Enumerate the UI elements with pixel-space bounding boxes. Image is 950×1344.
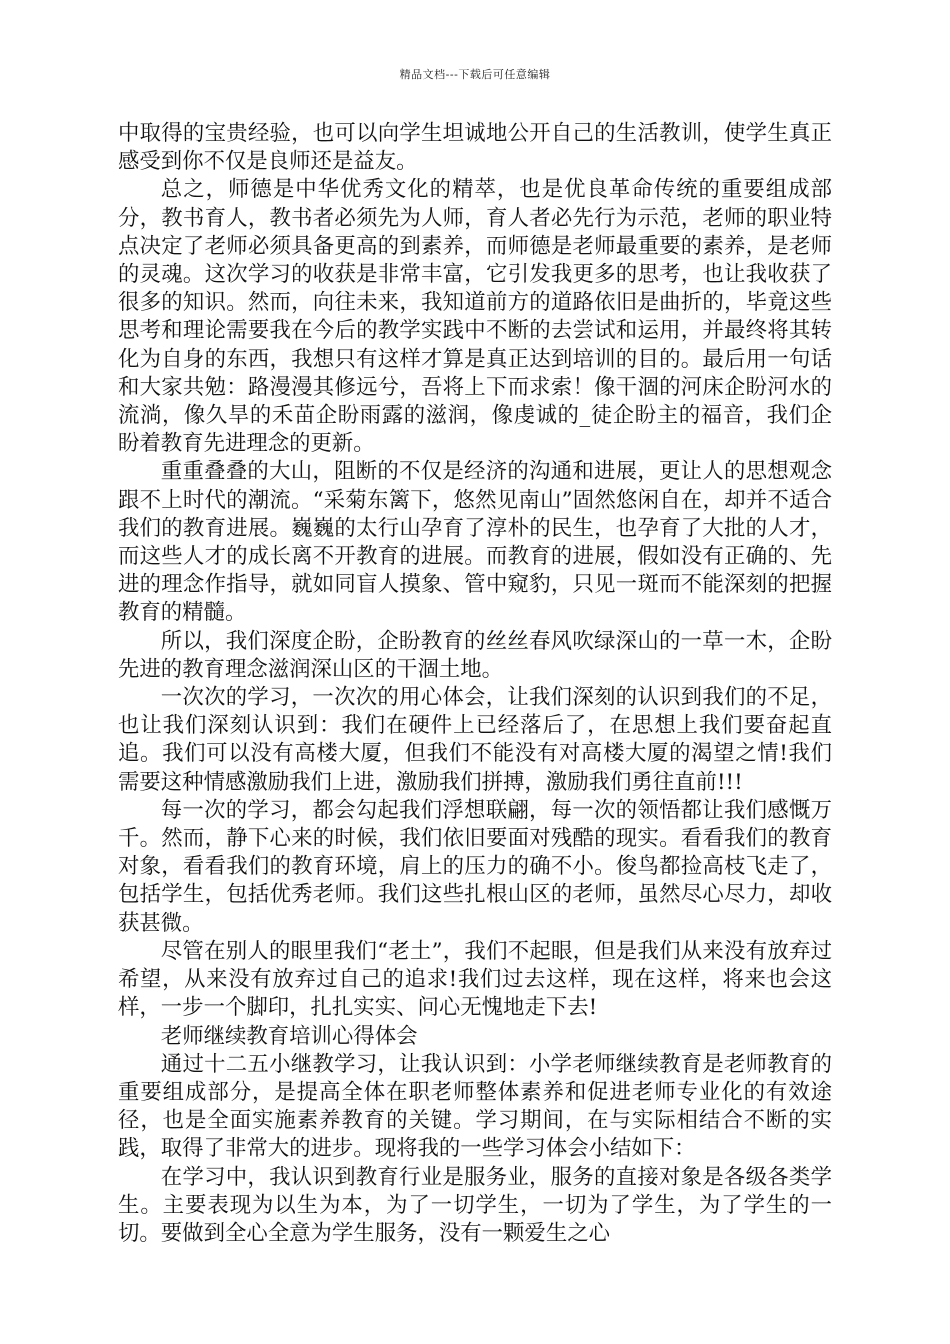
section-heading: 老师继续教育培训心得体会 bbox=[160, 1023, 418, 1049]
paragraph-service: 在学习中，我认识到教育行业是服务业，服务的直接对象是各级各类学生。主要表现为以生为本，为了一切学生，一切为了学生，为了学生的一切。要做到全心全意为学生服务，没有一颗爱生之心 bbox=[118, 1164, 832, 1246]
document-body bbox=[118, 120, 832, 1248]
paragraph-continuing-education: 通过十二五小继教学习，让我认识到：小学老师继续教育是老师教育的重要组成部分，是提高全体在职老师整体素养和促进老师专业化的有效途径，也是全面实施素养教育的关键。学习期间，在与实际相结合不断的实践，取得了非常大的进步。现将我的一些学习体会小结如下： bbox=[118, 1051, 832, 1162]
paragraph-learning-experience: 一次次的学习，一次次的用心体会，让我们深刻的认识到我们的不足，也让我们深刻认识到：我们在硬件上已经落后了，在思想上我们要奋起直追。我们可以没有高楼大厦，但我们不能没有对高楼大厦的渴望之情!我们需要这种情感激励我们上进，激励我们拼搏，激励我们勇往直前!!! bbox=[118, 685, 832, 795]
paragraph-mountains: 重重叠叠的大山，阻断的不仅是经济的沟通和进展，更让人的思想观念跟不上时代的潮流。“采菊东篱下，悠然见南山”固然悠闲自在，却并不适合我们的教育进展。巍巍的太行山孕育了淳朴的民生，也孕育了大批的人才，而这些人才的成长离不开教育的进展。而教育的进展，假如没有正确的、先进的理念作指导，就如同盲人摸象、管中窥豹，只见一斑而不能深刻的把握教育的精髓。 bbox=[118, 459, 832, 626]
paragraph-continuation: 中取得的宝贵经验，也可以向学生坦诚地公开自己的生活教训，使学生真正感受到你不仅是良师还是益友。 bbox=[118, 121, 832, 175]
paragraph-persistence: 尽管在别人的眼里我们“老土”，我们不起眼，但是我们从来没有放弃过希望，从来没有放弃过自己的追求!我们过去这样，现在这样，将来也会这样，一步一个脚印，扎扎实实、问心无愧地走下去! bbox=[118, 938, 832, 1021]
paragraph-hope: 所以，我们深度企盼，企盼教育的丝丝春风吹绿深山的一草一木，企盼先进的教育理念滋润深山区的干涸土地。 bbox=[118, 628, 832, 682]
page-header: 精品文档---下载后可任意编辑 bbox=[399, 68, 551, 81]
paragraph-reality: 每一次的学习，都会勾起我们浮想联翩，每一次的领悟都让我们感慨万千。然而，静下心来的时候，我们依旧要面对残酷的现实。看看我们的教育对象，看看我们的教育环境，肩上的压力的确不小。俊鸟都捡高枝飞走了，包括学生，包括优秀老师。我们这些扎根山区的老师，虽然尽心尽力，却收获甚微。 bbox=[118, 797, 832, 936]
paragraph-teacher-ethics-summary: 总之，师德是中华优秀文化的精萃，也是优良革命传统的重要组成部分，教书育人，教书者必须先为人师，育人者必先行为示范，老师的职业特点决定了老师必须具备更高的到素养，而师德是老师最重要的素养，是老师的灵魂。这次学习的收获是非常丰富，它引发我更多的思考，也让我收获了很多的知识。然而，向往未来，我知道前方的道路依旧是曲折的，毕竟这些思考和理论需要我在今后的教学实践中不断的去尝试和运用，并最终将其转化为自身的东西，我想只有这样才算是真正达到培训的目的。最后用一句话和大家共勉：路漫漫其修远兮，吾将上下而求索！像干涸的河床企盼河水的流淌，像久旱的禾苗企盼雨露的滋润，像虔诚的_徒企盼主的福音，我们企盼着教育先进理念的更新。 bbox=[118, 177, 832, 457]
